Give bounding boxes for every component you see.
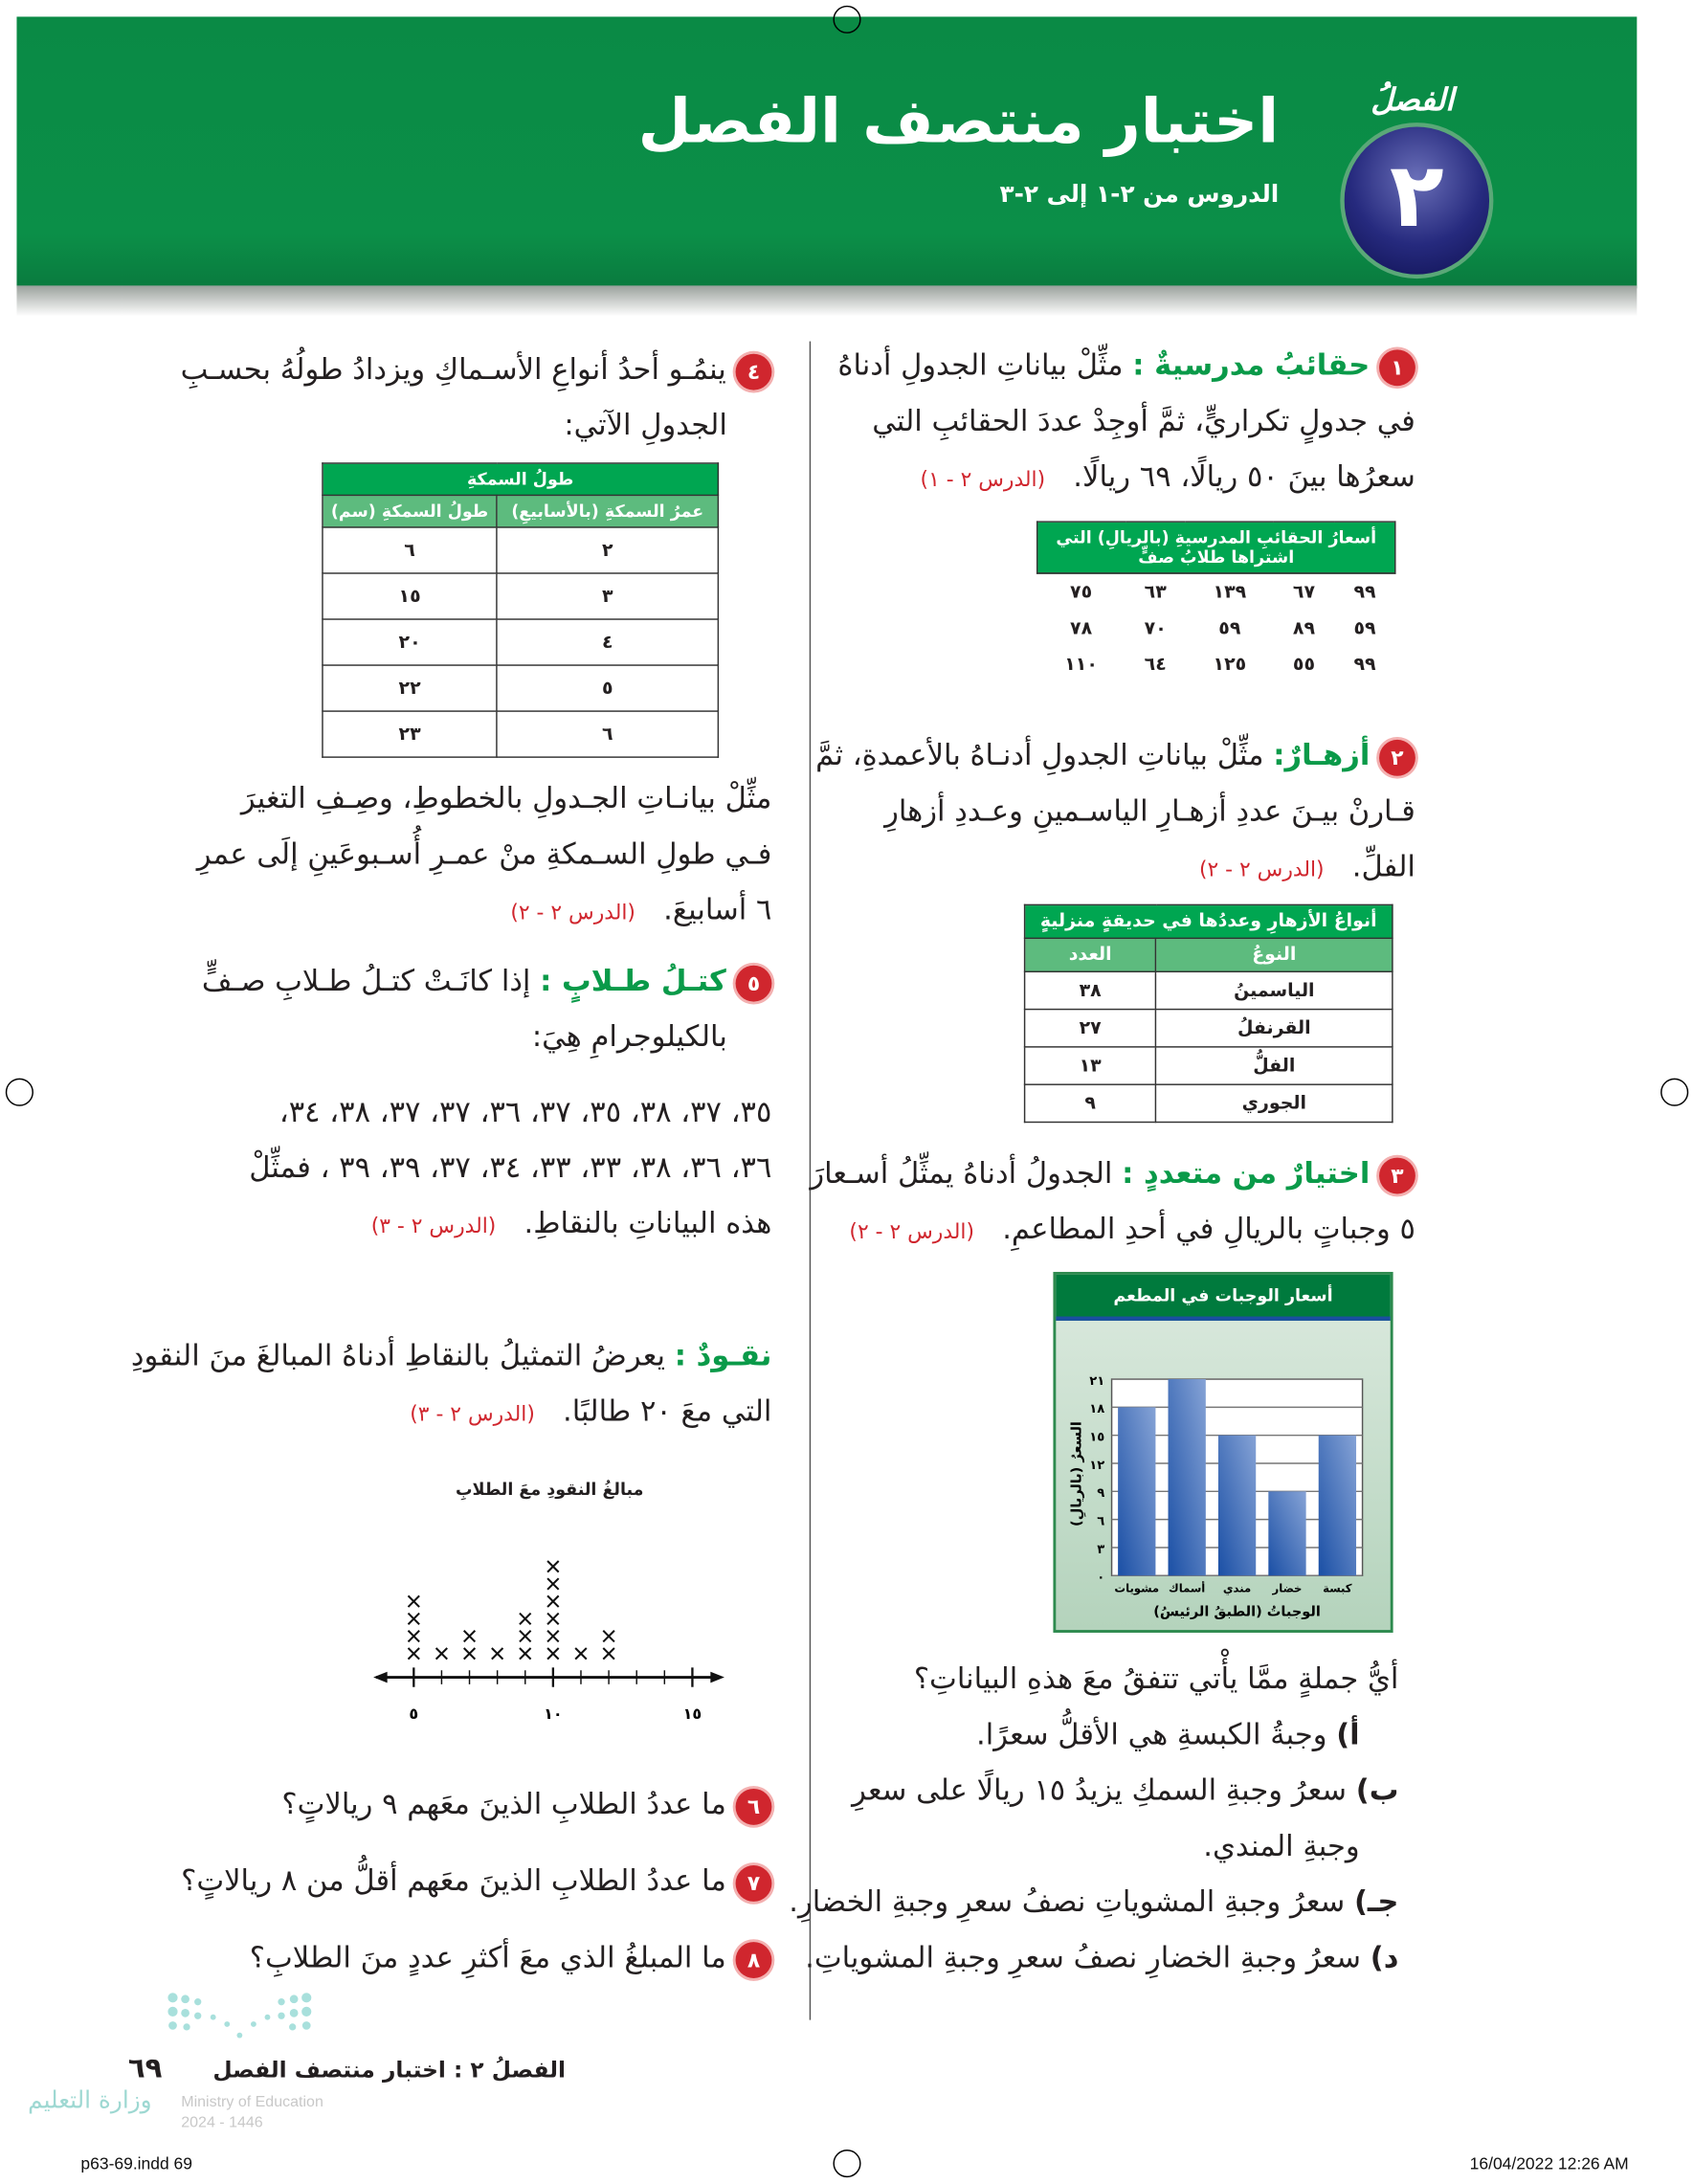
question-keyword: اختيارٌ من متعددٍ :	[1122, 1156, 1371, 1191]
tick-label: ١٥	[682, 1705, 702, 1724]
table-cell: ٢	[497, 527, 718, 573]
registration-mark-icon	[6, 1079, 33, 1106]
bar	[1218, 1436, 1256, 1576]
question-text: أيُّ جملةٍ ممَّا يأْتي تتفقُ معَ هذهِ البياناتِ؟	[913, 1661, 1399, 1696]
x-mark	[603, 1648, 614, 1660]
table-cell: ٦٤	[1144, 654, 1167, 676]
answer-option[interactable]	[814, 1818, 1398, 1874]
x-mark	[492, 1648, 503, 1660]
x-mark	[547, 1614, 559, 1625]
question-text: ٦ أسابيعَ.	[663, 893, 772, 926]
question-keyword: كتـلُ طـلابٍ :	[540, 964, 726, 998]
fish-length-table	[322, 462, 719, 758]
table-cell: ٦	[323, 527, 497, 573]
table-cell: ٢٢	[323, 665, 497, 711]
x-tick-label: كبسة	[1323, 1581, 1352, 1595]
question-4-continued	[159, 770, 771, 941]
x-tick-label: خضار	[1272, 1581, 1303, 1595]
table-cell: ٢٧	[1025, 1010, 1156, 1047]
question-number: ٥	[736, 966, 772, 1002]
tick-label: ٥	[409, 1705, 419, 1724]
table-cell: ٦٧	[1292, 581, 1316, 603]
question-text: الفلِّ.	[1351, 849, 1415, 883]
question-keyword: نقـودٌ :	[674, 1338, 772, 1372]
lessons-subtitle: الدروس من ٢-١ إلى ٢-٣	[999, 181, 1280, 210]
x-mark	[408, 1614, 419, 1625]
footer-chapter-title: الفصلُ ٢ : اختبار منتصف الفصل	[212, 2056, 566, 2084]
question-number: ٦	[736, 1789, 772, 1825]
question-text: مثِّلْ بياناتِ الجدولِ أدنـاهُ بالأعمدةِ، ثمَّ	[815, 738, 1264, 772]
question-text: فـي طولِ السـمكةِ منْ عمـرِ أُسـبوعَينِ إلَى عمرِ	[196, 836, 772, 871]
question-text: هذه البياناتِ بالنقاطِ.	[524, 1206, 772, 1240]
lesson-ref: (الدرس ٢ - ٣)	[410, 1401, 535, 1427]
column-header: النوعُ	[1156, 938, 1393, 971]
x-mark	[520, 1648, 531, 1660]
table-cell: ٧٠	[1144, 617, 1167, 639]
bag-prices-table	[1036, 521, 1396, 682]
option-text: سعرُ وجبةِ السمكِ يزيدُ ١٥ ريالًا على سعرِ	[852, 1772, 1347, 1807]
table-cell: ١٢٥	[1213, 654, 1247, 676]
question-text: ما عددُ الطلابِ الذينَ معَهم ٩ ريالاتٍ؟	[281, 1787, 726, 1821]
y-tick-label: ٣	[1097, 1542, 1105, 1557]
x-mark	[408, 1648, 419, 1660]
question-text: مثِّلْ بيانـاتِ الجـدولِ بالخطوطِ، وصِـفِ التغيرَ	[240, 781, 772, 815]
table-row	[323, 711, 718, 757]
x-mark	[547, 1595, 559, 1607]
table-row	[1025, 1010, 1393, 1047]
table-row	[1037, 611, 1395, 647]
question-text: في جدولٍ تكراريٍّ، ثمَّ أوجِدْ عددَ الحقائبِ التي	[872, 404, 1415, 438]
table-row	[323, 619, 718, 665]
table-cell: ٤	[497, 619, 718, 665]
column-header: العدد	[1025, 938, 1156, 971]
table-cell: ٥٩	[1218, 617, 1241, 639]
table-cell: الفلُّ	[1156, 1047, 1393, 1084]
answer-option[interactable]	[814, 1706, 1398, 1762]
x-axis-label: الوجباتُ (الطبقُ الرئيسُ)	[1153, 1603, 1321, 1620]
table-cell: القرنفلُ	[1156, 1010, 1393, 1047]
chapter-label: الفصلُ	[1371, 83, 1455, 119]
question-text: مثِّلْ بياناتِ الجدولِ أدناهُ	[837, 347, 1124, 382]
x-mark	[464, 1648, 476, 1660]
table-row	[323, 527, 718, 573]
question-text: يعرضُ التمثيلُ بالنقاطِ أدناهُ المبالغَ منَ النقودِ	[130, 1338, 666, 1372]
x-tick-label: مندي	[1222, 1581, 1252, 1595]
page-number: ٦٩	[127, 2050, 163, 2084]
table-cell: ٣٨	[1025, 971, 1156, 1009]
question-number: ١	[1379, 349, 1415, 386]
option-letter: د)	[1370, 1940, 1399, 1974]
chart-title: أسعار الوجبات في المطعم	[1056, 1275, 1390, 1321]
meal-prices-chart	[1053, 1272, 1393, 1633]
chart-title: مبالغُ النقودِ معَ الطلابِ	[455, 1479, 644, 1500]
y-axis-label: السعرُ (بالريالِ)	[1068, 1421, 1085, 1527]
lesson-ref: (الدرس ٢ - ١)	[920, 466, 1046, 492]
column-header: عمرُ السمكةِ (بالأسابيعِ)	[497, 495, 718, 526]
x-mark	[436, 1648, 448, 1660]
option-letter: ب)	[1355, 1772, 1399, 1807]
money-line-plot	[365, 1480, 734, 1745]
question-text: الجدولُ أدناهُ يمثِّلُ أسـعارَ	[810, 1156, 1113, 1191]
ministry-logo-dots	[165, 1990, 315, 2045]
table-row	[1025, 1084, 1393, 1122]
question-keyword: أزهـارٌ:	[1273, 738, 1371, 772]
question-4	[159, 342, 771, 453]
question-number: ٣	[1379, 1158, 1415, 1194]
y-tick-label: ١٢	[1089, 1458, 1105, 1473]
table-cell: ٦	[497, 711, 718, 757]
table-cell: ٢٣	[323, 711, 497, 757]
table-cell: ٩٩	[1353, 654, 1376, 676]
option-text: سعرُ وجبةِ المشوياتِ نصفُ سعرِ وجبةِ الخضارِ.	[789, 1884, 1346, 1919]
x-mark	[464, 1631, 476, 1642]
y-tick-label: ٩	[1097, 1486, 1105, 1502]
option-letter: أ)	[1336, 1717, 1360, 1751]
slug-file: p63-69.indd 69	[80, 2153, 192, 2173]
question-text: الجدولِ الآتي:	[564, 408, 727, 442]
table-title: طولُ السمكةِ	[323, 463, 718, 495]
table-row	[1025, 1047, 1393, 1084]
questions-6-8	[159, 1776, 771, 1985]
table-row	[323, 573, 718, 619]
header-shadow	[16, 285, 1637, 316]
table-row	[323, 665, 718, 711]
table-cell: ١١٠	[1064, 654, 1098, 676]
x-mark	[408, 1631, 419, 1642]
y-tick-label: ٦	[1097, 1514, 1105, 1529]
option-text: سعرُ وجبةِ الخضارِ نصفُ سعرِ وجبةِ المشوياتِ.	[805, 1940, 1362, 1974]
question-5	[159, 953, 771, 1254]
y-tick-label: ٠	[1097, 1571, 1105, 1586]
money-problem	[130, 1327, 772, 1441]
question-text: التي معَ ٢٠ طالبًا.	[563, 1394, 772, 1428]
table-cell: ٦٣	[1144, 581, 1167, 603]
table-cell: ١٣٩	[1213, 581, 1247, 603]
question-text: ٥ وجباتٍ بالريالِ في أحدِ المطاعمِ.	[1002, 1212, 1415, 1246]
question-text: ما عددُ الطلابِ الذينَ معَهم أقلُّ من ٨ ريالاتٍ؟	[181, 1863, 726, 1898]
chapter-number-badge: ٢	[1340, 123, 1493, 279]
bar	[1169, 1379, 1206, 1575]
x-mark	[520, 1631, 531, 1642]
table-title: أنواعُ الأزهارِ وعددُها في حديقةٍ منزليةٍ	[1025, 904, 1393, 938]
arrow-left-icon	[373, 1672, 388, 1683]
registration-mark-icon	[833, 6, 860, 33]
arrow-right-icon	[710, 1672, 724, 1683]
question-number: ٨	[736, 1942, 772, 1978]
answer-option[interactable]	[805, 1929, 1399, 1985]
question-text: ٣٦، ٣٦، ٣٨، ٣٣، ٣٣، ٣٤، ٣٧، ٣٩، ٣٩ ، فمثِّلْ	[249, 1150, 772, 1185]
page-title: اختبار منتصف الفصل	[637, 86, 1280, 158]
question-3-options	[789, 1651, 1399, 1985]
registration-mark-icon	[1661, 1079, 1688, 1106]
lesson-ref: (الدرس ٢ - ٣)	[370, 1213, 497, 1239]
slug-date: 16/04/2022 12:26 AM	[1469, 2153, 1629, 2173]
table-cell: ٨٩	[1292, 617, 1316, 639]
option-text: وجبةِ المندي.	[1203, 1829, 1360, 1863]
answer-option[interactable]	[814, 1762, 1398, 1817]
flowers-table	[1024, 904, 1393, 1124]
bar	[1118, 1407, 1155, 1575]
table-cell: ١٥	[323, 573, 497, 619]
line-plot-svg	[365, 1499, 734, 1735]
question-text: بالكيلوجرامِ هِيَ:	[531, 1019, 727, 1054]
table-cell: ٩٩	[1353, 581, 1376, 603]
question-text: قـارنْ بيـنَ عددِ أزهـارِ الياسـمينِ وعـددِ أزهارِ	[884, 793, 1415, 828]
registration-mark-icon	[833, 2150, 860, 2177]
table-cell: ٧٥	[1070, 581, 1093, 603]
x-mark	[547, 1561, 559, 1572]
y-tick-label: ١٨	[1089, 1402, 1105, 1417]
ministry-name-ar: وزارة التعليم	[28, 2086, 152, 2115]
y-tick-label: ١٥	[1089, 1430, 1105, 1445]
table-cell: ٧٨	[1070, 617, 1093, 639]
table-cell: الياسمينُ	[1156, 971, 1393, 1009]
tick-label: ١٠	[544, 1705, 563, 1724]
question-text: سعرُها بينَ ٥٠ ريالًا، ٦٩ ريالًا.	[1073, 459, 1415, 494]
question-2	[815, 727, 1415, 898]
question-1	[831, 337, 1415, 507]
ministry-name-en: Ministry of Education	[181, 2093, 323, 2111]
bar	[1319, 1436, 1356, 1576]
table-cell: ٥٥	[1292, 654, 1316, 676]
question-text: ينمُـو أحدُ أنواعِ الأسـماكِ ويزدادُ طولُهُ بحسـبِ	[180, 352, 726, 387]
table-cell: ٥	[497, 665, 718, 711]
lesson-ref: (الدرس ٢ - ٢)	[510, 900, 635, 925]
bar-chart-svg	[1056, 1321, 1390, 1630]
x-mark	[520, 1614, 531, 1625]
x-mark	[547, 1648, 559, 1660]
option-letter: جـ)	[1353, 1884, 1399, 1919]
question-number: ٤	[736, 354, 772, 390]
x-mark	[408, 1595, 419, 1607]
x-mark	[603, 1631, 614, 1642]
question-text: إذا كانَـتْ كتـلُ طـلابِ صـفٍّ	[201, 964, 531, 998]
table-row	[1037, 573, 1395, 611]
question-number: ٢	[1379, 740, 1415, 776]
bar	[1268, 1491, 1305, 1575]
x-mark	[547, 1578, 559, 1590]
column-header: طولُ السمكةِ (سم)	[323, 495, 497, 526]
question-number: ٧	[736, 1865, 772, 1902]
table-cell: ٥٩	[1353, 617, 1376, 639]
table-title: أسعارُ الحقائبِ المدرسيةِ (بالريالِ) التي اشتراها طلابُ صفٍّ	[1037, 522, 1395, 573]
x-mark	[575, 1648, 587, 1660]
question-keyword: حقائبُ مدرسيةٌ :	[1132, 347, 1371, 382]
question-text: ٣٥، ٣٧، ٣٨، ٣٥، ٣٧، ٣٦، ٣٧، ٣٧، ٣٨، ٣٤،	[279, 1095, 772, 1129]
answer-option[interactable]	[789, 1874, 1399, 1929]
x-tick-label: أسماك	[1169, 1581, 1206, 1595]
y-tick-label: ٢١	[1089, 1373, 1105, 1389]
option-text: وجبةُ الكبسةِ هي الأقلُّ سعرًا.	[976, 1717, 1327, 1751]
lesson-ref: (الدرس ٢ - ٢)	[849, 1218, 975, 1244]
question-text: ما المبلغُ الذي معَ أكثرِ عددٍ منَ الطلابِ؟	[249, 1940, 726, 1974]
ministry-year: 2024 - 1446	[181, 2114, 263, 2132]
table-row	[1025, 971, 1393, 1009]
question-3	[810, 1146, 1415, 1259]
table-cell: ٩	[1025, 1084, 1156, 1122]
table-row	[1037, 646, 1395, 682]
x-mark	[547, 1631, 559, 1642]
x-tick-label: مشويات	[1114, 1581, 1160, 1595]
lesson-ref: (الدرس ٢ - ٢)	[1198, 857, 1325, 882]
table-cell: ٣	[497, 573, 718, 619]
table-cell: ٢٠	[323, 619, 497, 665]
table-cell: ١٣	[1025, 1047, 1156, 1084]
table-cell: الجوري	[1156, 1084, 1393, 1122]
